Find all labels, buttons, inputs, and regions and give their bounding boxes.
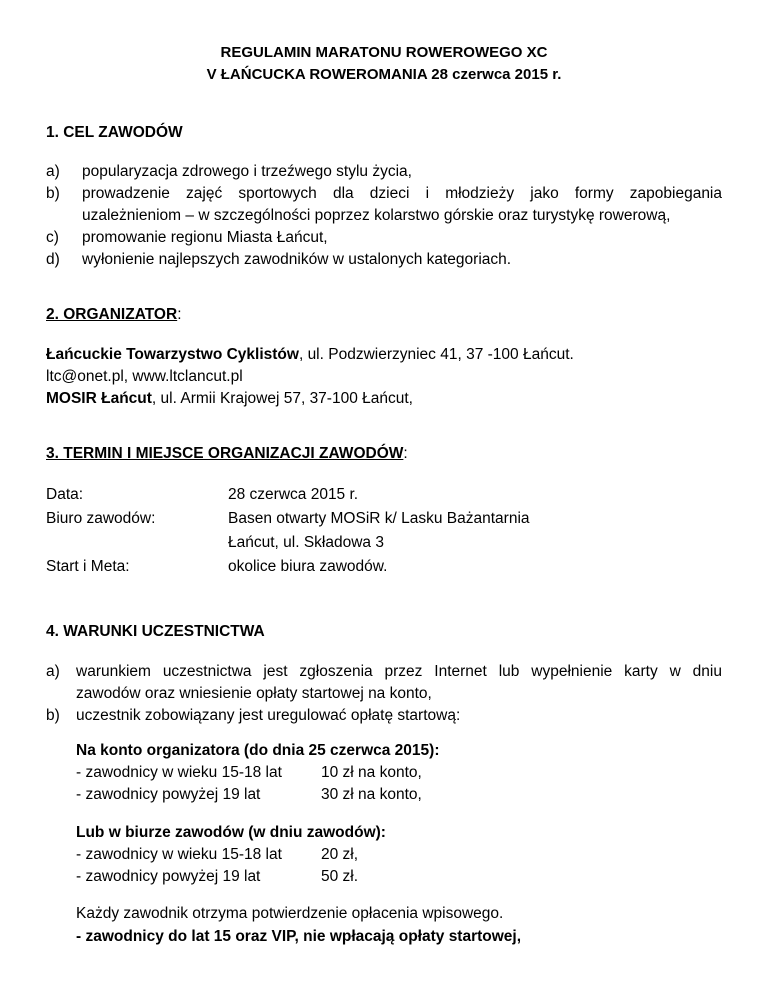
organizer-2 [46,390,413,408]
payment-confirmation: Każdy zawodnik otrzyma potwierdzenie opłacenia wpisowego. [76,905,504,922]
date-label: Data: [46,486,84,503]
office-address: Łańcut, ul. Składowa 3 [228,534,384,551]
list-label-c: c) [46,229,59,246]
organizer-contact: ltc@onet.pl, www.ltclancut.pl [46,368,243,385]
section4-heading: 4. WARUNKI UCZESTNICTWA [46,623,265,640]
list-item-b: prowadzenie zajęć sportowych dla dzieci i młodzieży jako formy zapobiegania [82,185,722,202]
list-item-d: wyłonienie najlepszych zawodników w ustalonych kategoriach. [82,251,512,268]
online-row-2-fee: 30 zł na konto, [321,786,422,803]
list-label-d: d) [46,251,60,268]
organizer-2-name: MOSIR Łańcut [46,390,152,407]
section1-heading: 1. CEL ZAWODÓW [46,124,183,141]
fee-exemption: - zawodnicy do lat 15 oraz VIP, nie wpłacają opłaty startowej, [76,928,522,945]
condition-b: uczestnik zobowiązany jest uregulować opłatę startową: [76,707,461,724]
organizer-1-name: Łańcuckie Towarzystwo Cyklistów [46,346,299,363]
office-row-2-fee: 50 zł. [321,868,359,885]
condition-label-a: a) [46,663,60,680]
document-title-line1: REGULAMIN MARATONU ROWEROWEGO XC [220,44,548,61]
office-payment-heading: Lub w biurze zawodów (w dniu zawodów): [76,824,386,841]
office-row-1-who: - zawodnicy w wieku 15-18 lat [76,846,282,863]
section3-heading: 3. TERMIN I MIEJSCE ORGANIZACJI ZAWODÓW [46,445,404,462]
section2-heading-line [46,306,182,324]
office-row-1-fee: 20 zł, [321,846,359,863]
start-value: okolice biura zawodów. [228,558,388,575]
office-row-2-who: - zawodnicy powyżej 19 lat [76,868,261,885]
organizer-1 [46,346,574,364]
condition-a-cont: zawodów oraz wniesienie opłaty startowej na konto, [76,685,432,702]
list-item-a: popularyzacja zdrowego i trzeźwego stylu życia, [82,163,412,180]
list-label-a: a) [46,163,60,180]
section2-heading: 2. ORGANIZATOR [46,306,178,323]
list-item-b-cont: uzależnieniom – w szczególności poprzez kolarstwo górskie oraz turystykę rowerową, [82,207,671,224]
list-item-c: promowanie regionu Miasta Łańcut, [82,229,328,246]
section2-colon: : [177,306,182,323]
organizer-1-address: , ul. Podzwierzyniec 41, 37 -100 Łańcut. [298,346,574,363]
online-payment-heading: Na konto organizatora (do dnia 25 czerwca 2015): [76,742,440,759]
online-row-2-who: - zawodnicy powyżej 19 lat [76,786,261,803]
section3-heading-line [46,445,408,463]
section3-colon: : [403,445,408,462]
office-value: Basen otwarty MOSiR k/ Lasku Bażantarnia [228,510,530,527]
list-label-b: b) [46,185,60,202]
condition-a: warunkiem uczestnictwa jest zgłoszenia przez Internet lub wypełnienie karty w dniu [76,663,722,680]
start-label: Start i Meta: [46,558,130,575]
organizer-2-address: , ul. Armii Krajowej 57, 37-100 Łańcut, [151,390,413,407]
online-row-1-who: - zawodnicy w wieku 15-18 lat [76,764,282,781]
date-value: 28 czerwca 2015 r. [228,486,359,503]
online-row-1-fee: 10 zł na konto, [321,764,422,781]
condition-label-b: b) [46,707,60,724]
document-title-line2: V ŁAŃCUCKA ROWEROMANIA 28 czerwca 2015 r. [206,66,562,83]
office-label: Biuro zawodów: [46,510,156,527]
